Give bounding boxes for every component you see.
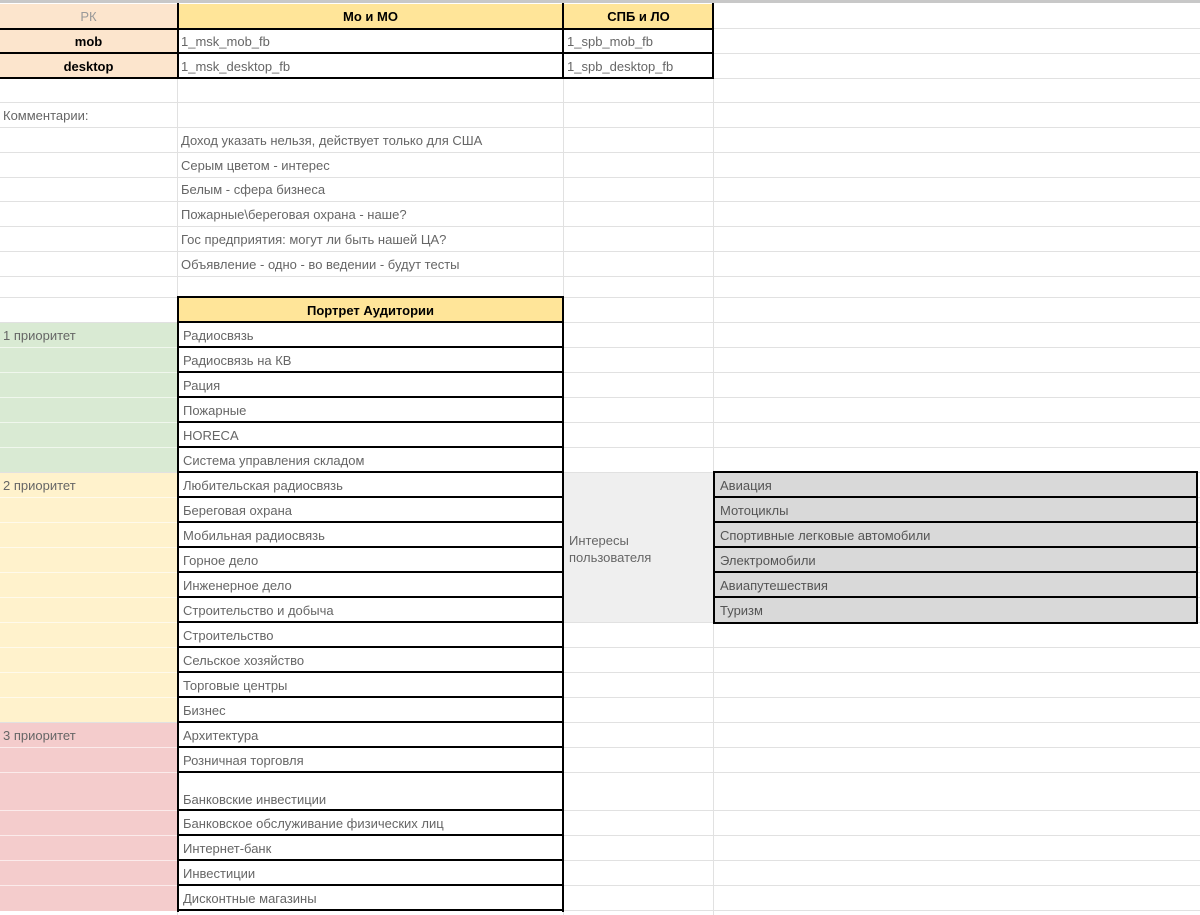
audience-item[interactable]: Любительская радиосвязь (183, 477, 343, 493)
band-row-separator (0, 672, 177, 673)
campaign-mo-desktop[interactable]: 1_msk_desktop_fb (181, 58, 291, 74)
campaign-spb-mob[interactable]: 1_spb_mob_fb (567, 33, 654, 49)
band-row-separator (0, 572, 177, 573)
audience-item[interactable]: Инженерное дело (183, 577, 292, 593)
interest-item[interactable]: Электромобили (720, 552, 816, 568)
audience-row-border (177, 671, 564, 673)
audience-row-border (177, 371, 564, 373)
audience-row-border (177, 646, 564, 648)
band-row-separator (0, 747, 177, 748)
campaign-label-desktop[interactable]: desktop (0, 54, 177, 78)
header-border (562, 3, 564, 79)
priority2-label[interactable]: 2 приоритет (3, 477, 76, 493)
audience-item[interactable]: Береговая охрана (183, 502, 293, 518)
audience-item[interactable]: Торговые центры (183, 677, 288, 693)
audience-item[interactable]: Розничная торговля (183, 752, 304, 768)
audience-item[interactable]: Рация (183, 377, 221, 393)
audience-row-border (177, 696, 564, 698)
audience-item[interactable]: Система управления складом (183, 452, 365, 468)
comments-title[interactable]: Комментарии: (3, 107, 89, 123)
audience-row-border (177, 346, 564, 348)
band-row-separator (0, 447, 177, 448)
header-mo[interactable]: Мо и МО (178, 4, 563, 28)
audience-item[interactable]: Интернет-банк (183, 840, 272, 856)
audience-item[interactable]: Мобильная радиосвязь (183, 527, 325, 543)
interest-row-border (713, 521, 1198, 523)
audience-item[interactable]: Бизнес (183, 702, 226, 718)
interest-row-border (713, 471, 1198, 473)
audience-item[interactable]: Банковское обслуживание физических лиц (183, 815, 444, 831)
audience-row-border (177, 521, 564, 523)
audience-item[interactable]: Радиосвязь на КВ (183, 352, 292, 368)
interests-label[interactable]: Интересы пользователя (569, 533, 652, 565)
audience-row-border (177, 809, 564, 811)
band-row-separator (0, 397, 177, 398)
audience-row-border (177, 396, 564, 398)
header-table-frame (177, 3, 715, 80)
audience-border (177, 296, 179, 912)
band-row-separator (0, 547, 177, 548)
audience-row-border (177, 496, 564, 498)
audience-item[interactable]: Архитектура (183, 727, 259, 743)
band-row-separator (0, 597, 177, 598)
audience-row-border (177, 546, 564, 548)
row-gridline (0, 102, 1200, 103)
band-row-separator (0, 347, 177, 348)
audience-item[interactable]: Радиосвязь (183, 327, 254, 343)
comment-line[interactable]: Серым цветом - интерес (181, 157, 330, 173)
priority1-label[interactable]: 1 приоритет (3, 327, 76, 343)
comment-line[interactable]: Пожарные\береговая охрана - наше? (181, 206, 407, 222)
audience-item[interactable]: Банковские инвестиции (183, 792, 327, 807)
band-row-separator (0, 647, 177, 648)
interest-row-border (713, 571, 1198, 573)
audience-row-border (177, 771, 564, 773)
audience-item[interactable]: Инвестиции (183, 865, 256, 881)
interest-item[interactable]: Авиация (720, 477, 772, 493)
header-spb[interactable]: СПБ и ЛО (564, 4, 713, 28)
audience-row-border (177, 321, 564, 323)
audience-row-border (177, 596, 564, 598)
header-border (0, 77, 714, 79)
band-row-separator (0, 372, 177, 373)
audience-row-border (177, 621, 564, 623)
band-row-separator (0, 497, 177, 498)
header-pk[interactable]: РК (0, 4, 177, 28)
row-gridline (0, 276, 1200, 277)
campaign-spb-desktop[interactable]: 1_spb_desktop_fb (567, 58, 674, 74)
audience-item[interactable]: HORECA (183, 427, 239, 443)
audience-item[interactable]: Горное дело (183, 552, 259, 568)
band-row-separator (0, 622, 177, 623)
audience-item[interactable]: Сельское хозяйство (183, 652, 305, 668)
audience-row-border (177, 446, 564, 448)
audience-row-border (177, 571, 564, 573)
priority3-band (0, 723, 177, 911)
audience-row-border (177, 296, 564, 298)
audience-row-border (177, 471, 564, 473)
header-border (0, 52, 714, 54)
band-row-separator (0, 860, 177, 861)
band-row-separator (0, 772, 177, 773)
audience-row-border (177, 884, 564, 886)
audience-row-border (177, 834, 564, 836)
comment-line[interactable]: Белым - сфера бизнеса (181, 182, 326, 197)
col-gridline (713, 3, 714, 915)
priority3-label[interactable]: 3 приоритет (3, 727, 76, 743)
band-row-separator (0, 835, 177, 836)
audience-row-border (177, 421, 564, 423)
header-border (177, 3, 179, 79)
interest-row-border (713, 622, 1198, 624)
audience-row-border (177, 746, 564, 748)
interest-item[interactable]: Спортивные легковые автомобили (720, 527, 931, 543)
header-border (0, 28, 714, 30)
band-row-separator (0, 697, 177, 698)
band-row-separator (0, 522, 177, 523)
band-row-separator (0, 422, 177, 423)
comment-line[interactable]: Гос предприятия: могут ли быть нашей ЦА? (181, 231, 447, 247)
band-row-separator (0, 885, 177, 886)
campaign-label-mob[interactable]: mob (0, 29, 177, 53)
audience-title[interactable]: Портрет Аудитории (178, 298, 563, 322)
interest-row-border (713, 546, 1198, 548)
interest-row-border (713, 496, 1198, 498)
audience-item[interactable]: Дисконтные магазины (183, 890, 317, 906)
audience-item[interactable]: Строительство и добыча (183, 602, 334, 618)
campaign-mo-mob[interactable]: 1_msk_mob_fb (181, 33, 270, 49)
band-row-separator (0, 810, 177, 811)
audience-item[interactable]: Пожарные (183, 402, 247, 418)
header-border (712, 3, 714, 79)
interest-item[interactable]: Туризм (720, 602, 763, 618)
interest-row-border (713, 596, 1198, 598)
interest-item[interactable]: Авиапутешествия (720, 577, 828, 593)
audience-row-border (177, 859, 564, 861)
audience-row-border (177, 909, 564, 911)
audience-row-border (177, 721, 564, 723)
comment-line[interactable]: Объявление - одно - во ведении - будут тесты (181, 256, 460, 272)
interest-item[interactable]: Мотоциклы (720, 502, 789, 518)
comment-line[interactable]: Доход указать нельзя, действует только для США (181, 132, 483, 148)
audience-item[interactable]: Строительство (183, 627, 274, 643)
